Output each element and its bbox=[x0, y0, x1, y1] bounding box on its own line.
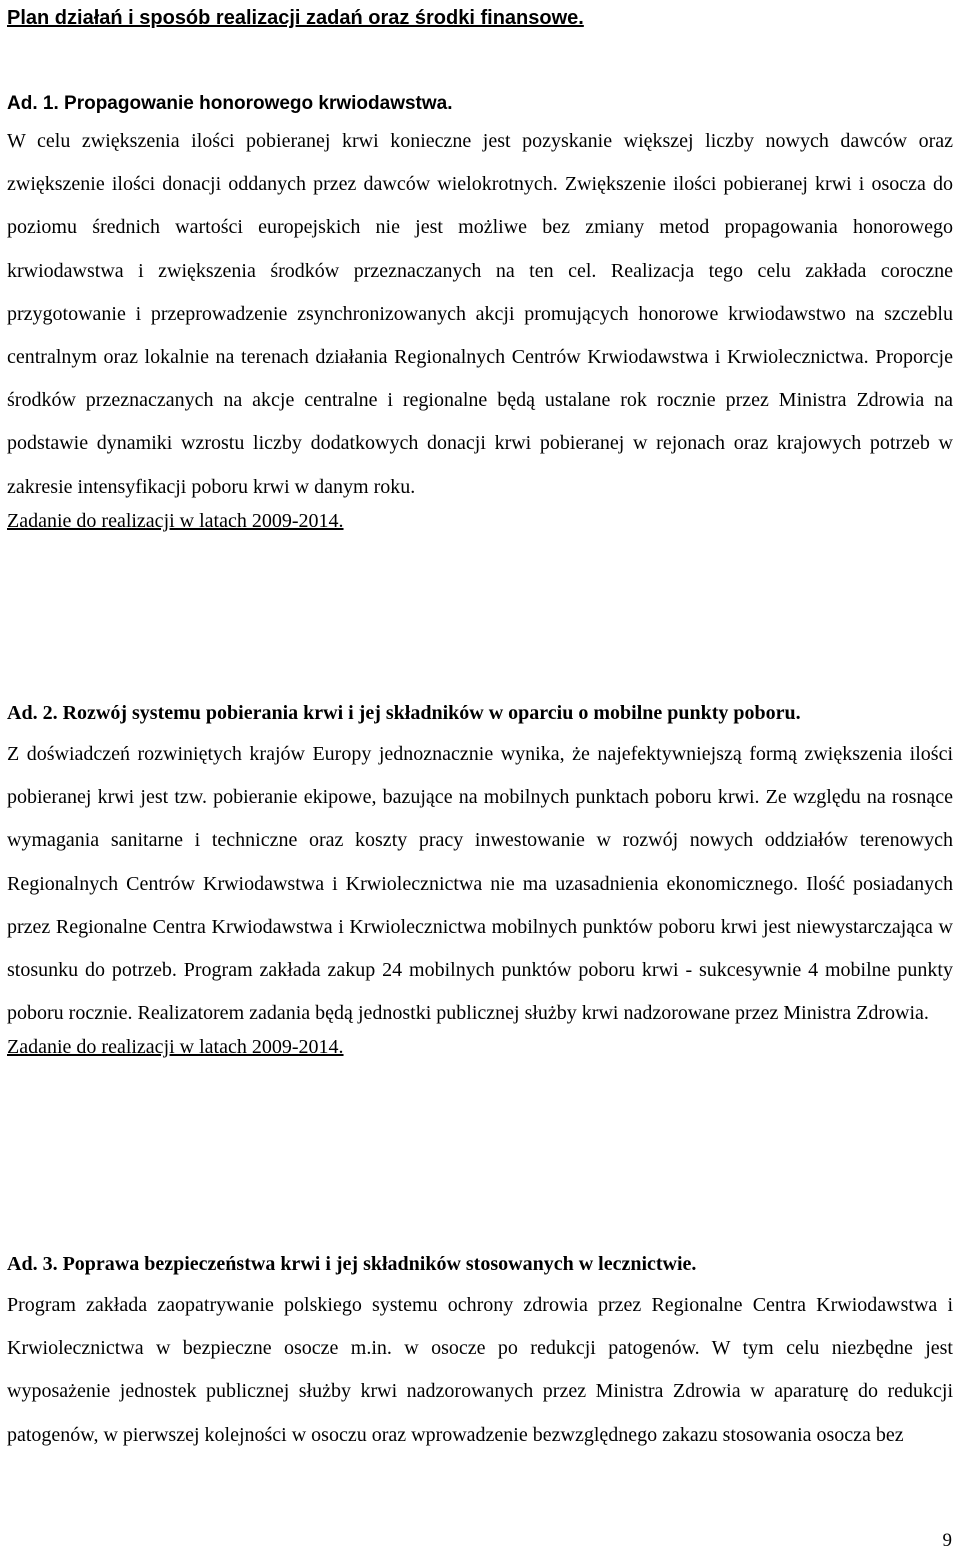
section-1-title: Propagowanie honorowego krwiodawstwa. bbox=[64, 93, 453, 114]
section-3 bbox=[7, 1250, 953, 1457]
document-title: Plan działań i sposób realizacji zadań oraz środki finansowe. bbox=[7, 7, 584, 29]
section-1-task-note: Zadanie do realizacji w latach 2009-2014. bbox=[7, 509, 344, 532]
section-1-body: W celu zwiększenia ilości pobieranej krwi konieczne jest pozyskanie większej liczby nowych dawców oraz zwiększenie ilości donacji oddanych przez dawców wielokrotnych. Zwiększenie ilości pobieranej krwi i osocza do poziomu średnich wartości europejskich nie jest możliwe bez zmiany metod propagowania honorowego krwiodawstwa i zwiększenia środków przeznaczanych na ten cel. Realizacja tego celu zakłada coroczne przygotowanie i przeprowadzenie zsynchronizowanych akcji promujących honorowe krwiodawstwo na szczeblu centralnym oraz lokalnie na terenach działania Regionalnych Centrów Krwiodawstwa i Krwiolecznictwa. Proporcje środków przeznaczanych na akcje centralne i regionalne będą ustalane rok rocznie przez Ministra Zdrowia na podstawie dynamiki wzrostu liczby dodatkowych donacji krwi pobieranej w rejonach oraz krajowych potrzeb w zakresie intensyfikacji poboru krwi w danym roku. bbox=[7, 130, 953, 498]
section-3-body: Program zakłada zaopatrywanie polskiego systemu ochrony zdrowia przez Regionalne Centra Krwiodawstwa i Krwiolecznictwa w bezpieczne osocze m.in. w osocze po redukcji patogenów. W tym celu niezbędne jest wyposażenie jednostek publicznej służby krwi nadzorowanych przez Ministra Zdrowia w aparaturę do redukcji patogenów, w pierwszej kolejności w osoczu oraz wprowadzenie bezwzględnego zakazu stosowania osocza bez bbox=[7, 1294, 953, 1446]
section-2 bbox=[7, 692, 953, 1061]
section-3-heading bbox=[7, 1250, 953, 1278]
section-2-body: Z doświadczeń rozwiniętych krajów Europy jednoznacznie wynika, że najefektywniejszą formą zwiększenia ilości pobieranej krwi jest tzw. pobieranie ekipowe, bazujące na mobilnych punktach poboru krwi. Ze względu na rosnące wymagania sanitarne i techniczne oraz koszty pracy inwestowanie w rozwój nowych oddziałów terenowych Regionalnych Centrów Krwiodawstwa i Krwiolecznictwa nie ma uzasadnienia ekonomicznego. Ilość posiadanych przez Regionalne Centra Krwiodawstwa i Krwiolecznictwa mobilnych punktów poboru krwi jest niewystarczająca w stosunku do potrzeb. Program zakłada zakup 24 mobilnych punktów poboru krwi - sukcesywnie 4 mobilne punkty poboru rocznie. Realizatorem zadania będą jednostki publicznej służby krwi nadzorowane przez Ministra Zdrowia. bbox=[7, 743, 953, 1025]
section-1-number: Ad. 1. bbox=[7, 93, 59, 114]
section-1-heading bbox=[7, 90, 953, 118]
section-2-heading bbox=[7, 692, 953, 735]
section-2-task-note: Zadanie do realizacji w latach 2009-2014. bbox=[7, 1036, 344, 1059]
section-2-title: Rozwój systemu pobierania krwi i jej składników w oparciu o mobilne punkty poboru. bbox=[62, 702, 801, 724]
section-2-number: Ad. 2. bbox=[7, 702, 58, 724]
section-1 bbox=[7, 90, 953, 535]
section-3-number: Ad. 3. bbox=[7, 1253, 58, 1275]
section-3-title: Poprawa bezpieczeństwa krwi i jej składników stosowanych w lecznictwie. bbox=[62, 1253, 697, 1275]
page-number: 9 bbox=[942, 1530, 952, 1551]
